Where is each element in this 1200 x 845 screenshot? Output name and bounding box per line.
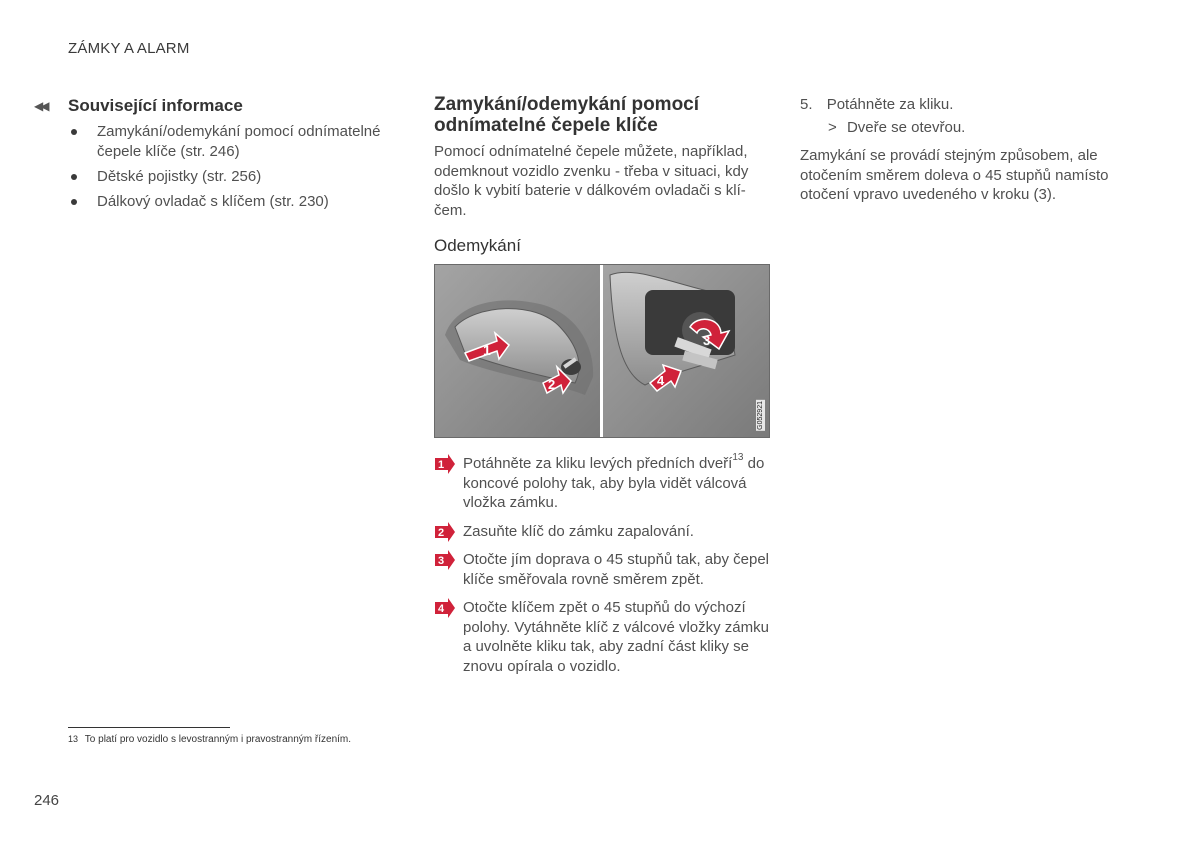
svg-text:3: 3: [438, 555, 445, 567]
svg-text:1: 1: [438, 459, 445, 471]
step-5-result: [800, 118, 1140, 138]
step-5: [800, 95, 1140, 115]
locking-note: Zamykání se provádí stejným způsobem, ale otočením směrem doleva o 45 stupňů namísto otočení vpravo uvedeného v kroku (3).: [800, 147, 1109, 203]
related-info-title: Související informace: [68, 96, 243, 115]
subheading-unlock: Odemykání: [434, 236, 521, 255]
step-5-text: Potáhněte za kliku.: [826, 96, 954, 113]
step-item: [434, 454, 770, 513]
footnote-text: To platí pro vozidlo s levostranným i pravostranným řízením.: [84, 734, 352, 745]
footnote: [68, 734, 351, 745]
door-handle-illustration: [434, 264, 770, 438]
step-text: Otočte klíčem zpět o 45 stupňů do výchozí polohy. Vytáhněte klíč z válcové vložky zámku a uvolněte kliku tak, aby zadní část kliky se znovu opírala o vozidlo.: [463, 599, 769, 675]
step-item: [434, 522, 770, 542]
step-text-cont: do koncové polohy tak, aby byla vidět válcová vložka zámku.: [463, 455, 765, 511]
svg-text:4: 4: [438, 603, 445, 615]
section-title: ZÁMKY A ALARM: [68, 40, 190, 57]
figure-divider: [600, 265, 603, 437]
page-number: 246: [34, 792, 60, 809]
related-link[interactable]: Dětské pojistky (str. 256): [68, 167, 394, 187]
related-link[interactable]: Zamykání/odemykání pomocí odnímatelné čepele klíče (str. 246): [68, 122, 394, 162]
step-item: [434, 598, 770, 676]
step-text: Zasuňte klíč do zámku zapalování.: [463, 522, 694, 540]
step-number-2-icon: [434, 522, 455, 542]
footnote-divider: [68, 727, 230, 728]
double-back-arrow-icon[interactable]: ◀◀: [34, 99, 47, 113]
arrow-label-2: 2: [548, 377, 556, 392]
related-link[interactable]: Dálkový ovladač s klíčem (str. 230): [68, 192, 394, 212]
step-5-number: 5.: [800, 96, 813, 113]
figure-code: G052921: [757, 401, 764, 430]
step-number-4-icon: [434, 598, 455, 618]
footnote-number: 13: [68, 734, 79, 744]
step-text: Potáhněte za kliku levých předních dveří: [463, 455, 733, 472]
step-list: [434, 454, 770, 676]
result-text: Dveře se otevřou.: [846, 119, 966, 136]
article-title: Zamykání/odemykání pomocí odnímatelné čepele klíče: [434, 94, 700, 136]
main-article: [434, 94, 770, 685]
related-links-list: [34, 122, 394, 212]
step-item: [434, 550, 770, 589]
related-info-heading: [34, 96, 394, 116]
arrow-label-4: 4: [657, 373, 665, 388]
step-number-1-icon: [434, 454, 455, 474]
svg-text:2: 2: [438, 526, 445, 539]
result-marker: >: [828, 119, 837, 136]
step-text: Otočte jím doprava o 45 stupňů tak, aby čepel klíče směřovala rovně směrem zpět.: [463, 551, 770, 588]
footnote-ref[interactable]: 13: [732, 452, 744, 463]
continuation-column: [800, 95, 1140, 205]
related-info: [34, 96, 394, 217]
step-number-3-icon: [434, 550, 455, 570]
article-intro: Pomocí odnímatelné čepele můžete, například, odemknout vozidlo zvenku - třeba v situaci, kdy došlo k vybití baterie v dálkovém ovladači s klí-čem.: [434, 143, 749, 219]
arrow-label-3: 3: [703, 333, 711, 348]
arrow-label-1: 1: [483, 342, 491, 358]
